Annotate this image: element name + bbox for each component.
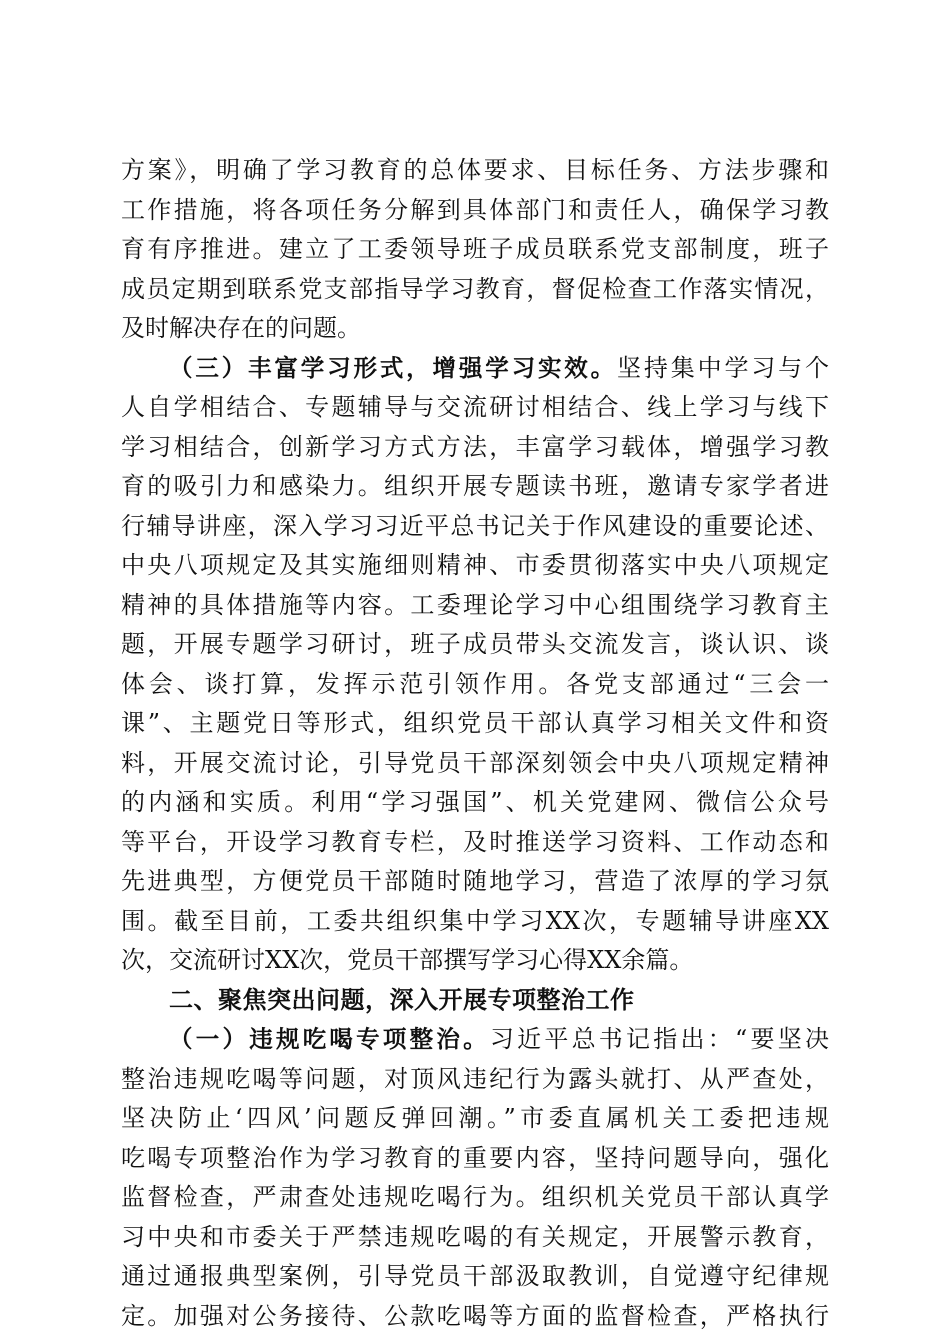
text-line: 学习相结合，创新学习方式方法，丰富学习载体，增强学习教 — [121, 432, 829, 461]
paragraph-lead: （三）丰富学习形式，增强学习实效。 — [169, 353, 618, 382]
text-line: 题，开展专题学习研讨，班子成员带头交流发言，谈认识、谈 — [121, 630, 829, 658]
text-line: 育的吸引力和感染力。组织开展专题读书班，邀请专家学者进 — [121, 472, 829, 500]
paragraph-learning-forms — [121, 349, 829, 981]
document-body — [121, 151, 829, 1336]
text-line: 体会、谈打算，发挥示范引领作用。各党支部通过“三会一 — [121, 669, 829, 698]
text-line: 坚决防止‘四风’问题反弹回潮。”市委直属机关工委把违规 — [121, 1104, 829, 1132]
text-line: 定。加强对公务接待、公款吃喝等方面的监督检查，严格执行 — [121, 1301, 829, 1330]
text-line: 先进典型，方便党员干部随时随地学习，营造了浓厚的学习氛 — [121, 867, 829, 895]
text-line: 成员定期到联系党支部指导学习教育，督促检查工作落实情况， — [121, 274, 829, 303]
text-line: 精神的具体措施等内容。工委理论学习中心组围绕学习教育主 — [121, 590, 829, 619]
text-line: 中央八项规定及其实施细则精神、市委贯彻落实中央八项规定 — [121, 551, 829, 579]
text-line: 等平台，开设学习教育专栏，及时推送学习资料、工作动态和 — [121, 827, 829, 856]
paragraph-dining-rectification — [121, 1020, 829, 1336]
text-line — [121, 1020, 829, 1060]
paragraph-lead: （一）违规吃喝专项整治。 — [169, 1025, 490, 1053]
text-line: 整治违规吃喝等问题，对顶风违纪行为露头就打、从严查处， — [121, 1064, 829, 1093]
text-line — [121, 349, 829, 389]
text-line: 课”、主题党日等形式，组织党员干部认真学习相关文件和资 — [121, 709, 829, 737]
text-span: 习近平总书记指出：“要坚决 — [489, 1025, 829, 1053]
text-line: 工作措施，将各项任务分解到具体部门和责任人，确保学习教 — [121, 195, 829, 224]
text-line: 的内涵和实质。利用“学习强国”、机关党建网、微信公众号 — [121, 788, 829, 816]
text-line: 吃喝专项整治作为学习教育的重要内容，坚持问题导向，强化 — [121, 1143, 829, 1172]
text-line: 及时解决存在的问题。 — [121, 314, 361, 342]
text-line: 次，交流研讨XX次，党员干部撰写学习心得XX余篇。 — [121, 946, 694, 974]
text-span: 坚持集中学习与个 — [617, 353, 830, 382]
text-line: 人自学相结合、专题辅导与交流研讨相结合、线上学习与线下 — [121, 393, 829, 421]
text-line: 习中央和市委关于严禁违规吃喝的有关规定，开展警示教育， — [121, 1222, 829, 1251]
text-line: 料，开展交流讨论，引导党员干部深刻领会中央八项规定精神 — [121, 748, 829, 777]
text-line: 育有序推进。建立了工委领导班子成员联系党支部制度，班子 — [121, 235, 829, 263]
text-line: 行辅导讲座，深入学习习近平总书记关于作风建设的重要论述、 — [121, 511, 829, 540]
paragraph-continuation — [121, 151, 829, 349]
text-line: 监督检查，严肃查处违规吃喝行为。组织机关党员干部认真学 — [121, 1183, 829, 1211]
text-line: 通过通报典型案例，引导党员干部汲取教训，自觉遵守纪律规 — [121, 1262, 829, 1290]
text-line: 方案》，明确了学习教育的总体要求、目标任务、方法步骤和 — [121, 156, 829, 184]
section-heading: 二、聚焦突出问题，深入开展专项整治工作 — [169, 985, 635, 1014]
text-line: 围。截至目前，工委共组织集中学习XX次，专题辅导讲座XX — [121, 906, 829, 935]
